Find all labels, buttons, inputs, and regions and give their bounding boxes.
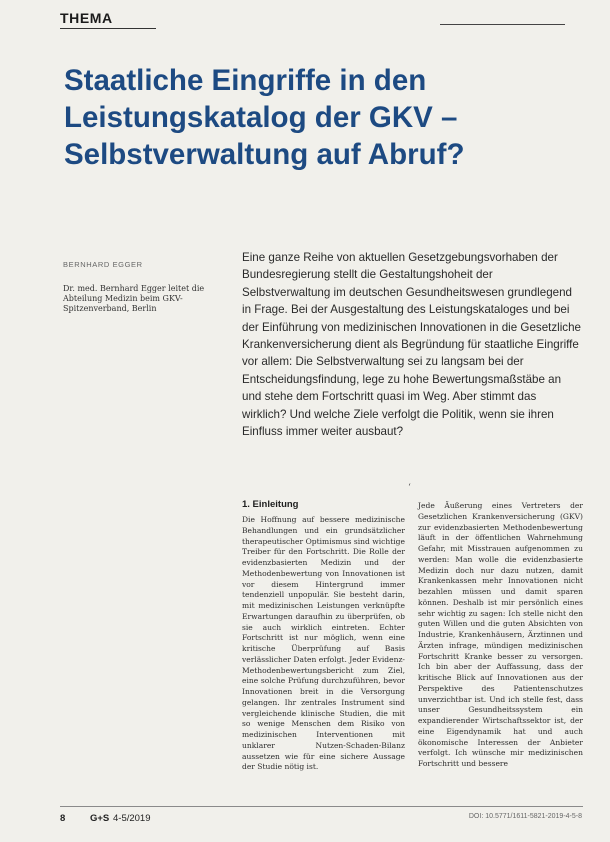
article-title	[64, 62, 564, 173]
article-intro: Eine ganze Reihe von aktuellen Gesetzgebungsvorhaben der Bundesregierung stellt die Gestaltungshoheit der Selbstverwaltung im deutschen Gesundheitswesen grundlegend in Frage. Bei der Ausgestaltung des Leistungskataloges und bei der Einführung von medizinischen Innovationen in die Gesetzliche Krankenversicherung dient als Begründung für staatliche Eingriffe vor allem: Die Selbstverwaltung sei zu langsam bei der Entscheidungsfindung, lege zu hohe Bewertungsmaßstäbe an und stehe dem Fortschritt quasi im Weg. Aber stimmt das wirklich? Und welche Ziele verfolgt die Politik, wenn sie ihren Einfluss immer weiter ausbaut?	[242, 251, 582, 439]
title-line-1: Staatliche Eingriffe in den	[64, 64, 427, 97]
page-number: 8	[60, 813, 66, 824]
body-paragraph-2: Jede Äußerung eines Vertreters der Gesetzlichen Krankenversicherung (GKV) zur evidenzbasierten Methodenbewertung läuft in der öffentlichen Wahrnehmung Gefahr, mit Misstrauen aufgenommen zu werden: Man wolle die evidenzbasierte Medizin doch nur dazu nutzen, damit Krankenkassen mehr Innovationen nicht bezahlen müssen und damit sparen können. Deshalb ist mir persönlich eines sehr wichtig zu sagen: Ich stelle nicht den guten Willen und die guten Absichten von Industrie, Krankenhäusern, Ärztinnen und Ärzten infrage, mündigen medizinischen Fortschritt Kranke besser zu versorgen. Ich bin aber der Auffassung, dass der kritische Blick auf Innovationen aus der Perspektive des Patientenschutzes unverzichtbar ist. Und ich stelle fest, dass unser Gesundheitssystem ein expandierender Wirtschaftssektor ist, der eine Eigendynamik hat und auch ökonomische Interessen der Anbieter verfolgt. Ich wünsche mir medizinischen Fortschritt und bessere	[418, 501, 583, 768]
journal-name: G+S	[90, 813, 110, 824]
section-label: THEMA	[60, 10, 113, 26]
author-name: BERNHARD EGGER	[63, 260, 143, 269]
title-line-3: Selbstverwaltung auf Abruf?	[64, 138, 465, 171]
author-bio: Dr. med. Bernhard Egger leitet die Abteilung Medizin beim GKV-Spitzenverband, Berlin	[63, 284, 205, 314]
footer-rule	[60, 806, 583, 807]
stray-mark: ‘	[408, 483, 411, 493]
doi-reference: DOI: 10.5771/1611-5821-2019-4-5-8	[468, 813, 582, 820]
text-column-left	[242, 499, 405, 773]
title-line-2: Leistungskatalog der GKV –	[64, 101, 458, 134]
issue-number: 4-5/2019	[113, 813, 151, 824]
body-paragraph-1: Die Hoffnung auf bessere medizinische Behandlungen und ein grundsätzlicher therapeutischer Optimismus sind wichtige Treiber für den Fortschritt. Die Rolle der evidenzbasierten Medizin und der Methodenbewertung von Innovationen ist vor diesem Hintergrund immer tendenziell unpopulär. Sie besteht darin, mit medizinischen Leistungen verknüpfte Erwartungen daraufhin zu überprüfen, ob sie auch wirklich eintreten. Echter Fortschritt ist nur möglich, wenn eine kritische Überprüfung auf Basis verlässlicher Daten erfolgt. Jeder Evidenz-Methodenbewertungsbericht zum Ziel, eine solche Prüfung durchzuführen, bevor Innovationen breit in die Versorgung gelangen. Ihr zentrales Instrument sind vergleichende klinische Studien, die mit so wenige Menschen dem Risiko von medizinischen Interventionen mit unklarer Nutzen-Schaden-Bilanz aussetzen wie für eine sichere Aussage der Studie nötig ist.	[242, 515, 405, 772]
section-heading: 1. Einleitung	[242, 499, 299, 510]
section-rule	[60, 28, 156, 29]
text-column-right	[418, 501, 583, 770]
header-rule-right	[440, 24, 565, 25]
